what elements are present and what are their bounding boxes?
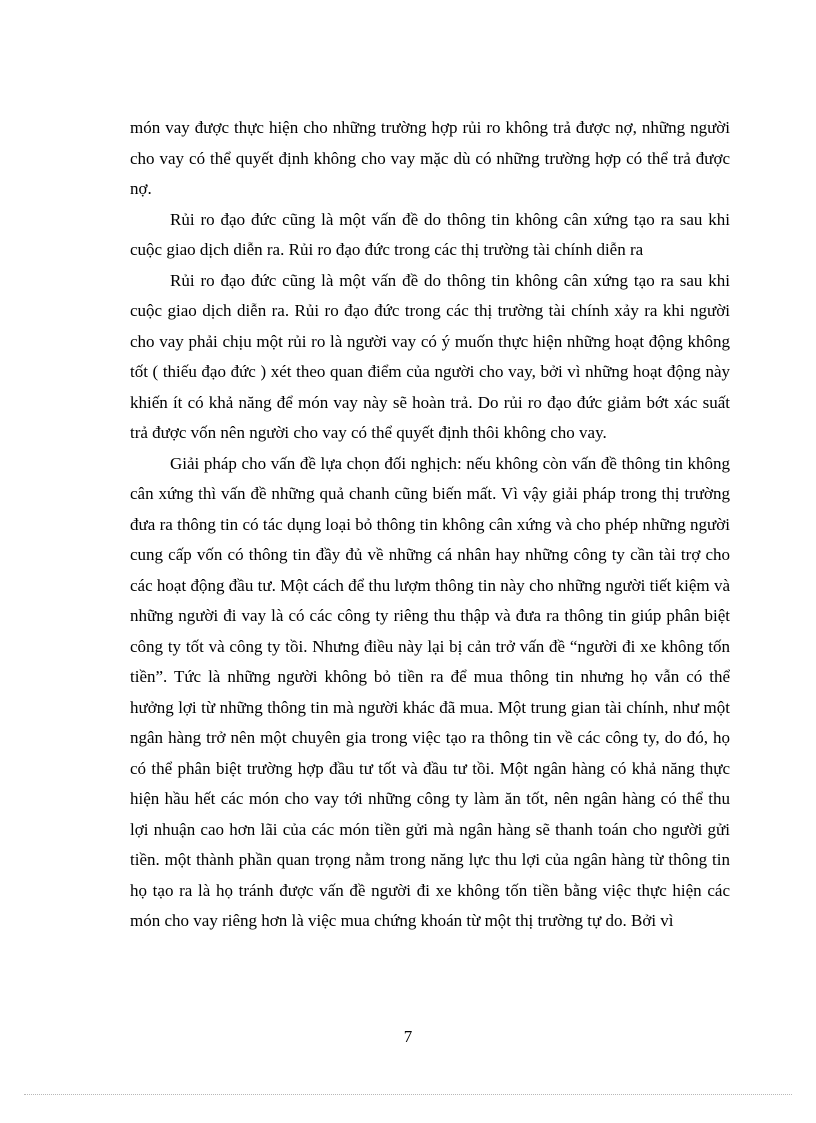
paragraph-moral-hazard-intro: Rủi ro đạo đức cũng là một vấn đề do thông tin không cân xứng tạo ra sau khi cuộc giao dịch diễn ra. Rủi ro đạo đức trong các thị trường tài chính diễn ra <box>130 209 730 259</box>
document-body <box>130 113 730 937</box>
paragraph-moral-hazard: Rủi ro đạo đức cũng là một vấn đề do thông tin không cân xứng tạo ra sau khi cuộc giao dịch diễn ra. Rủi ro đạo đức trong các thị trường tài chính xảy ra khi người cho vay phải chịu một rủi ro là người vay có ý muốn thực hiện những hoạt động không tốt ( thiếu đạo đức ) xét theo quan điểm của người cho vay, bởi vì những hoạt động này khiến ít có khả năng để món vay này sẽ hoàn trả. Do rủi ro đạo đức giảm bớt xác suất trả được vốn nên người cho vay có thể quyết định thôi không cho vay. <box>130 270 730 442</box>
page-bottom-rule <box>24 1094 792 1095</box>
paragraph-continuation: món vay được thực hiện cho những trường hợp rủi ro không trả được nợ, những người cho vay có thể quyết định không cho vay mặc dù có những trường hợp có thể trả được nợ. <box>130 118 730 198</box>
paragraph-adverse-selection-solution: Giải pháp cho vấn đề lựa chọn đối nghịch: nếu không còn vấn đề thông tin không cân xứng thì vấn đề những quả chanh cũng biến mất. Vì vậy giải pháp trong thị trường đưa ra thông tin có tác dụng loại bỏ thông tin không cân xứng và cho phép những người cung cấp vốn có thông tin đầy đủ về những cá nhân hay những công ty cần tài trợ cho các hoạt động đầu tư. Một cách để thu lượm thông tin này cho những người tiết kiệm và những người đi vay là có các công ty riêng thu thập và đưa ra thông tin giúp phân biệt công ty tốt và công ty tồi. Nhưng điều này lại bị cản trở vấn đề “người đi xe không tốn tiền”. Tức là những người không bỏ tiền ra để mua thông tin nhưng họ vẫn có thể hưởng lợi từ những thông tin mà người khác đã mua. Một trung gian tài chính, như một ngân hàng trở nên một chuyên gia trong việc tạo ra thông tin về các công ty, do đó, họ có thể phân biệt trường hợp đầu tư tốt và đầu tư tồi. Một ngân hàng có khả năng thực hiện hầu hết các món cho vay tới những công ty làm ăn tốt, nên ngân hàng có thể thu lợi nhuận cao hơn lãi của các món tiền gửi mà ngân hàng sẽ thanh toán cho người gửi tiền. một thành phần quan trọng nằm trong năng lực thu lợi của ngân hàng từ thông tin họ tạo ra là họ tránh được vấn đề người đi xe không tốn tiền bằng việc thực hiện các món cho vay riêng hơn là việc mua chứng khoán từ một thị trường tự do. Bởi vì <box>130 453 730 930</box>
page-number: 7 <box>403 1027 413 1046</box>
